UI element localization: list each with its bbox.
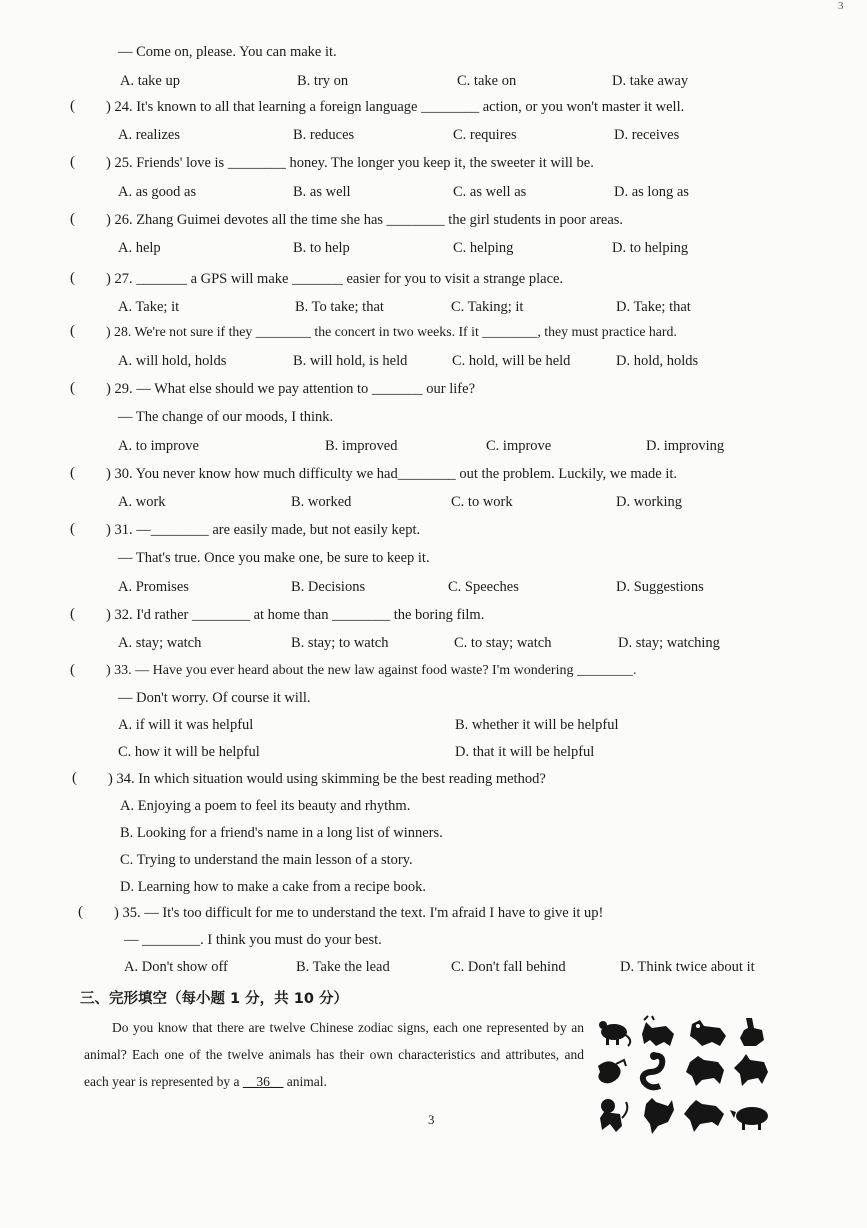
q31-option-b: B. Decisions: [291, 579, 366, 595]
horse-icon: [686, 1056, 724, 1086]
q30-option-b: B. worked: [291, 494, 352, 510]
corner-page-number: 3: [838, 0, 844, 12]
goat-icon: [734, 1054, 768, 1086]
q32-option-c: C. to stay; watch: [454, 635, 552, 651]
q29-option-a: A. to improve: [118, 438, 199, 454]
q24-stem: ) 24. It's known to all that learning a foreign language ________ action, or you won't master it well.: [106, 99, 685, 115]
q30-option-a: A. work: [118, 494, 166, 510]
q32-option-b: B. stay; to watch: [291, 635, 389, 651]
answer-paren: (: [70, 521, 75, 537]
passage-text: Do you know that there are twelve Chinese zodiac signs, each one represented by an animal? Each one of the twelve animals has their own characteristics and attributes, and each year is represented by a: [84, 1020, 584, 1089]
q35-option-b: B. Take the lead: [296, 959, 390, 975]
q28-option-c: C. hold, will be held: [452, 353, 571, 369]
zodiac-animals-image: [594, 1014, 774, 1136]
q26-option-d: D. to helping: [612, 240, 689, 256]
pig-icon: [730, 1107, 768, 1130]
answer-paren: (: [70, 98, 75, 114]
q30-option-c: C. to work: [451, 494, 513, 510]
q33-stem: ) 33. — Have you ever heard about the new law against food waste? I'm wondering ________.: [106, 663, 637, 678]
q26-option-a: A. help: [118, 240, 161, 256]
q35-option-a: A. Don't show off: [124, 959, 228, 975]
q32-stem: ) 32. I'd rather ________ at home than ________ the boring film.: [106, 607, 485, 623]
q34-option-a: A. Enjoying a poem to feel its beauty and rhythm.: [120, 798, 411, 814]
answer-paren: (: [70, 606, 75, 622]
q26-option-c: C. helping: [453, 240, 514, 256]
q33-reply: — Don't worry. Of course it will.: [118, 690, 311, 706]
q25-option-a: A. as good as: [118, 184, 197, 200]
q25-stem: ) 25. Friends' love is ________ honey. The longer you keep it, the sweeter it will be.: [106, 155, 594, 171]
ox-icon: [642, 1016, 674, 1046]
q30-option-d: D. working: [616, 494, 683, 510]
section-title-cloze: 三、完形填空（每小题 1 分，共 10 分）: [80, 991, 348, 1007]
q24-option-b: B. reduces: [293, 127, 355, 143]
monkey-icon: [600, 1099, 627, 1132]
q29-option-b: B. improved: [325, 438, 398, 454]
dragon-icon: [598, 1060, 626, 1083]
q30-stem: ) 30. You never know how much difficulty we had________ out the problem. Luckily, we made it.: [106, 466, 678, 482]
answer-paren: (: [78, 904, 83, 920]
q27-option-b: B. To take; that: [295, 299, 384, 315]
cloze-blank-36: __36__: [242, 1074, 284, 1089]
q34-option-b: B. Looking for a friend's name in a long list of winners.: [120, 825, 443, 841]
answer-paren: (: [70, 662, 75, 678]
q28-option-a: A. will hold, holds: [118, 353, 227, 369]
q23-option-b: B. try on: [297, 73, 349, 89]
q34-stem: ) 34. In which situation would using skimming be the best reading method?: [108, 771, 546, 787]
q32-option-d: D. stay; watching: [618, 635, 720, 651]
q26-stem: ) 26. Zhang Guimei devotes all the time she has ________ the girl students in poor areas.: [106, 212, 624, 228]
answer-paren: (: [72, 770, 77, 786]
q31-option-d: D. Suggestions: [616, 579, 704, 595]
q29-option-d: D. improving: [646, 438, 725, 454]
q31-option-c: C. Speeches: [448, 579, 519, 595]
q23-reply: — Come on, please. You can make it.: [118, 44, 337, 60]
answer-paren: (: [70, 465, 75, 481]
q33-option-c: C. how it will be helpful: [118, 744, 260, 760]
q27-stem: ) 27. _______ a GPS will make _______ easier for you to visit a strange place.: [106, 271, 564, 287]
q34-option-d: D. Learning how to make a cake from a recipe book.: [120, 879, 426, 895]
q33-option-d: D. that it will be helpful: [455, 744, 595, 760]
q23-option-d: D. take away: [612, 73, 689, 89]
q28-option-d: D. hold, holds: [616, 353, 699, 369]
dog-icon: [684, 1100, 724, 1132]
q24-option-d: D. receives: [614, 127, 680, 143]
q32-option-a: A. stay; watch: [118, 635, 202, 651]
answer-paren: (: [70, 270, 75, 286]
rabbit-icon: [740, 1018, 764, 1046]
q24-option-a: A. realizes: [118, 127, 180, 143]
q23-option-c: C. take on: [457, 73, 517, 89]
q31-stem: ) 31. —________ are easily made, but not easily kept.: [106, 522, 421, 538]
tiger-icon: [690, 1020, 726, 1046]
q28-stem: ) 28. We're not sure if they ________ the concert in two weeks. If it ________, they must practice hard.: [106, 324, 677, 339]
page-number: 3: [428, 1112, 435, 1127]
snake-icon: [643, 1052, 662, 1087]
q35-option-c: C. Don't fall behind: [451, 959, 566, 975]
rooster-icon: [644, 1098, 674, 1134]
q34-option-c: C. Trying to understand the main lesson of a story.: [120, 852, 413, 868]
q28-option-b: B. will hold, is held: [293, 353, 408, 369]
q29-option-c: C. improve: [486, 438, 552, 454]
passage-text-end: animal.: [283, 1074, 327, 1089]
q31-reply: — That's true. Once you make one, be sure to keep it.: [118, 550, 430, 566]
q31-option-a: A. Promises: [118, 579, 189, 595]
q27-option-d: D. Take; that: [616, 299, 691, 315]
answer-paren: (: [70, 211, 75, 227]
q35-option-d: D. Think twice about it: [620, 959, 755, 975]
cloze-passage: [84, 1014, 584, 1095]
q29-reply: — The change of our moods, I think.: [118, 409, 334, 425]
answer-paren: (: [70, 154, 75, 170]
answer-paren: (: [70, 323, 75, 339]
rat-icon: [599, 1021, 630, 1046]
q33-option-a: A. if will it was helpful: [118, 717, 254, 733]
q33-option-b: B. whether it will be helpful: [455, 717, 619, 733]
q25-option-b: B. as well: [293, 184, 351, 200]
q29-stem: ) 29. — What else should we pay attention to _______ our life?: [106, 381, 475, 397]
q26-option-b: B. to help: [293, 240, 350, 256]
q23-option-a: A. take up: [120, 73, 180, 89]
q27-option-c: C. Taking; it: [451, 299, 524, 315]
answer-paren: (: [70, 380, 75, 396]
q27-option-a: A. Take; it: [118, 299, 180, 315]
q24-option-c: C. requires: [453, 127, 517, 143]
q25-option-d: D. as long as: [614, 184, 689, 200]
q35-stem: ) 35. — It's too difficult for me to understand the text. I'm afraid I have to give it up!: [114, 905, 604, 921]
q35-reply: — ________. I think you must do your best.: [124, 932, 382, 948]
q25-option-c: C. as well as: [453, 184, 527, 200]
